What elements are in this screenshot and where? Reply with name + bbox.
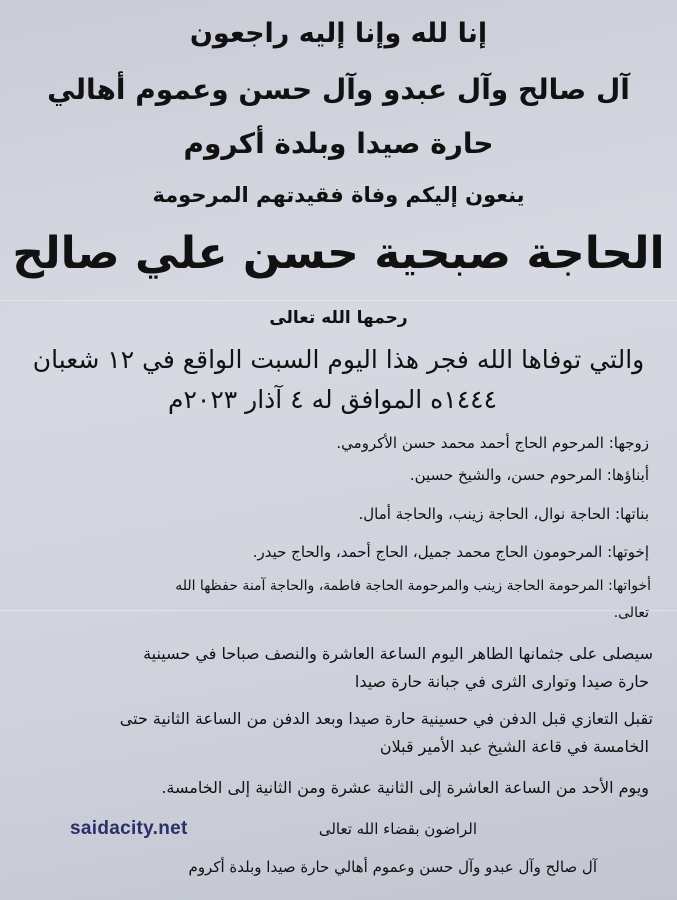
resigned-line: الراضون بقضاء الله تعالى	[318, 820, 477, 838]
sisters-line-1: أخواتها: المرحومة الحاجة زينب والمرحومة الحاجة فاطمة، والحاجة آمنة حفظها الله	[175, 578, 651, 594]
prayer-line: رحمها الله تعالى	[269, 308, 408, 328]
deceased-name: الحاجة صبحية حسن علي صالح	[12, 228, 665, 279]
paper-crease	[0, 610, 677, 611]
sisters-line-2: تعالى.	[613, 605, 649, 621]
brothers-line: إخوتها: المرحومون الحاج محمد جميل، الحاج أحمد، والحاج حيدر.	[252, 543, 649, 561]
paper-crease	[0, 300, 677, 301]
funeral-line-2: حارة صيدا وتوارى الثرى في جبانة حارة صيدا	[354, 672, 649, 691]
funeral-line-1: سيصلى على جثمانها الطاهر اليوم الساعة العاشرة والنصف صباحا في حسينية	[143, 644, 653, 663]
death-date-line-1: والتي توفاها الله فجر هذا اليوم السبت الواقع في ١٢ شعبان	[32, 345, 645, 374]
condolences-line-1: تقبل التعازي قبل الدفن في حسينية حارة صيدا وبعد الدفن من الساعة الثانية حتى	[119, 709, 653, 728]
announcement-line: ينعون إليكم وفاة فقيدتهم المرحومة	[152, 183, 525, 207]
daughters-line: بناتها: الحاجة نوال، الحاجة زينب، والحاجة أمال.	[358, 505, 649, 523]
condolences-line-2: الخامسة في قاعة الشيخ عبد الأمير قبلان	[379, 737, 649, 756]
husband-line: زوجها: المرحوم الحاج أحمد محمد حسن الأكرومي.	[336, 434, 649, 452]
condolences-line-3: ويوم الأحد من الساعة العاشرة إلى الثانية عشرة ومن الثانية إلى الخامسة.	[161, 778, 649, 797]
site-watermark: saidacity.net	[70, 818, 188, 839]
quran-verse: إنا لله وإنا إليه راجعون	[189, 18, 488, 49]
death-date-line-2: ١٤٤٤ه الموافق له ٤ آذار ٢٠٢٣م	[168, 385, 497, 414]
sons-line: أبناؤها: المرحوم حسن، والشيخ حسين.	[409, 466, 649, 484]
families-line-2: حارة صيدا وبلدة أكروم	[183, 127, 494, 160]
families-line-1: آل صالح وآل عبدو وآل حسن وعموم أهالي	[47, 73, 630, 106]
footer-families-line: آل صالح وآل عبدو وآل حسن وعموم أهالي حارة صيدا وبلدة أكروم	[188, 858, 597, 876]
